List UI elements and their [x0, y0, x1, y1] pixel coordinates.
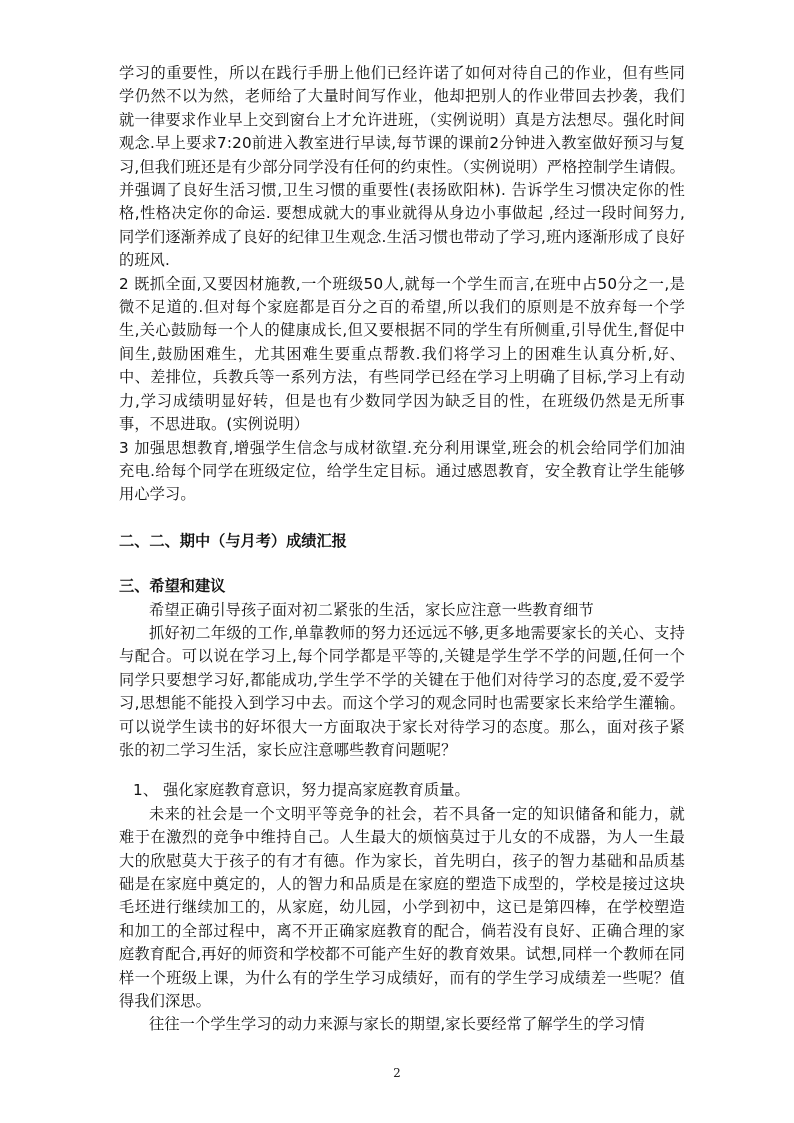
paragraph-motivation: 往往一个学生学习的动力来源与家长的期望,家长要经常了解学生的学习情	[149, 1015, 645, 1034]
paragraph-habits: 学习的重要性，所以在践行手册上他们已经许诺了如何对待自己的作业，但有些同学仍然不以为然，老师给了大量时间写作业，他却把别人的作业带回去抄袭，我们就一律要求作业早上交到窗台上才允许进班，（实例说明）真是方法想尽。强化时间观念.早上要求7:20前进入教室进行早读,每节课的课前2分钟进入教室做好预习与复习,但我们班还是有少部分同学没有任何的约束性。（实例说明）严格控制学生请假。并强调了良好生活习惯,卫生习惯的重要性(表扬欧阳林). 告诉学生习惯决定你的性格,性格决定你的命运. 要想成就大的事业就得从身边小事做起 ,经过一段时间努力,同学们逐渐养成了良好的纪律卫生观念.生活习惯也带动了学习,班内逐渐形成了良好的班风.	[119, 64, 685, 270]
page-number: 2	[393, 1066, 401, 1080]
paragraph-cooperation: 抓好初二年级的工作,单靠教师的努力还远远不够,更多地需要家长的关心、支持与配合。可以说在学习上,每个同学都是平等的,关键是学生学不学的问题,任何一个同学只要想学习好,都能成功,学生学不学的关键在于他们对待学习的态度,爱不爱学习,思想能不能投入到学习中去。而这个学习的观念同时也需要家长来给学生灌输。可以说学生读书的好坏很大一方面取决于家长对待学习的态度。那么，面对孩子紧张的初二学习生活，家长应注意哪些教育问题呢？	[119, 623, 685, 759]
paragraph-family-education: 未来的社会是一个文明平等竞争的社会，若不具备一定的知识储备和能力，就难于在激烈的竞争中维持自己。人生最大的烦恼莫过于儿女的不成器，为人一生最大的欣慰莫大于孩子的有才有德。作为家长，首先明白，孩子的智力基础和品质基础是在家庭中奠定的，人的智力和品质是在家庭的塑造下成型的，学校是接过这块毛坯进行继续加工的，从家庭，幼儿园，小学到初中，这已是第四棒，在学校塑造和加工的全部过程中，离不开正确家庭教育的配合，倘若没有良好、正确合理的家庭教育配合,再好的师资和学校都不可能产生好的教育效果。试想,同样一个教师在同样一个班级上课，为什么有的学生学习成绩好，而有的学生学习成绩差一些呢？值得我们深思。	[119, 804, 685, 1011]
paragraph-hope: 希望正确引导孩子面对初二紧张的生活，家长应注意一些教育细节	[149, 600, 594, 619]
paragraph-point-3: 3 加强思想教育,增强学生信念与成材欲望.充分利用课堂,班会的机会给同学们加油充电.给每个同学在班级定位，给学生定目标。通过感恩教育，安全教育让学生能够用心学习。	[119, 438, 685, 504]
section-heading-2: 二、二、期中（与月考）成绩汇报	[119, 531, 347, 550]
paragraph-point-2: 2 既抓全面,又要因材施教,一个班级50人,就每一个学生而言,在班中占50分之一,是微不足道的.但对每个家庭都是百分之百的希望,所以我们的原则是不放弃每一个学生,关心鼓励每一个人的健康成长,但又要根据不同的学生有所侧重,引导优生,督促中间生,鼓励困难生，尤其困难生要重点帮教.我们将学习上的困难生认真分析,好、中、差排位，兵教兵等一系列方法，有些同学已经在学习上明确了目标,学习上有动力,学习成绩明显好转，但是也有少数同学因为缺乏目的性，在班级仍然是无所事事，不思进取。(实例说明）	[119, 274, 685, 434]
section-heading-3: 三、希望和建议	[119, 577, 226, 596]
page-content	[119, 62, 685, 1037]
list-item-1: 1、 强化家庭教育意识，努力提高家庭教育质量。	[133, 781, 470, 800]
